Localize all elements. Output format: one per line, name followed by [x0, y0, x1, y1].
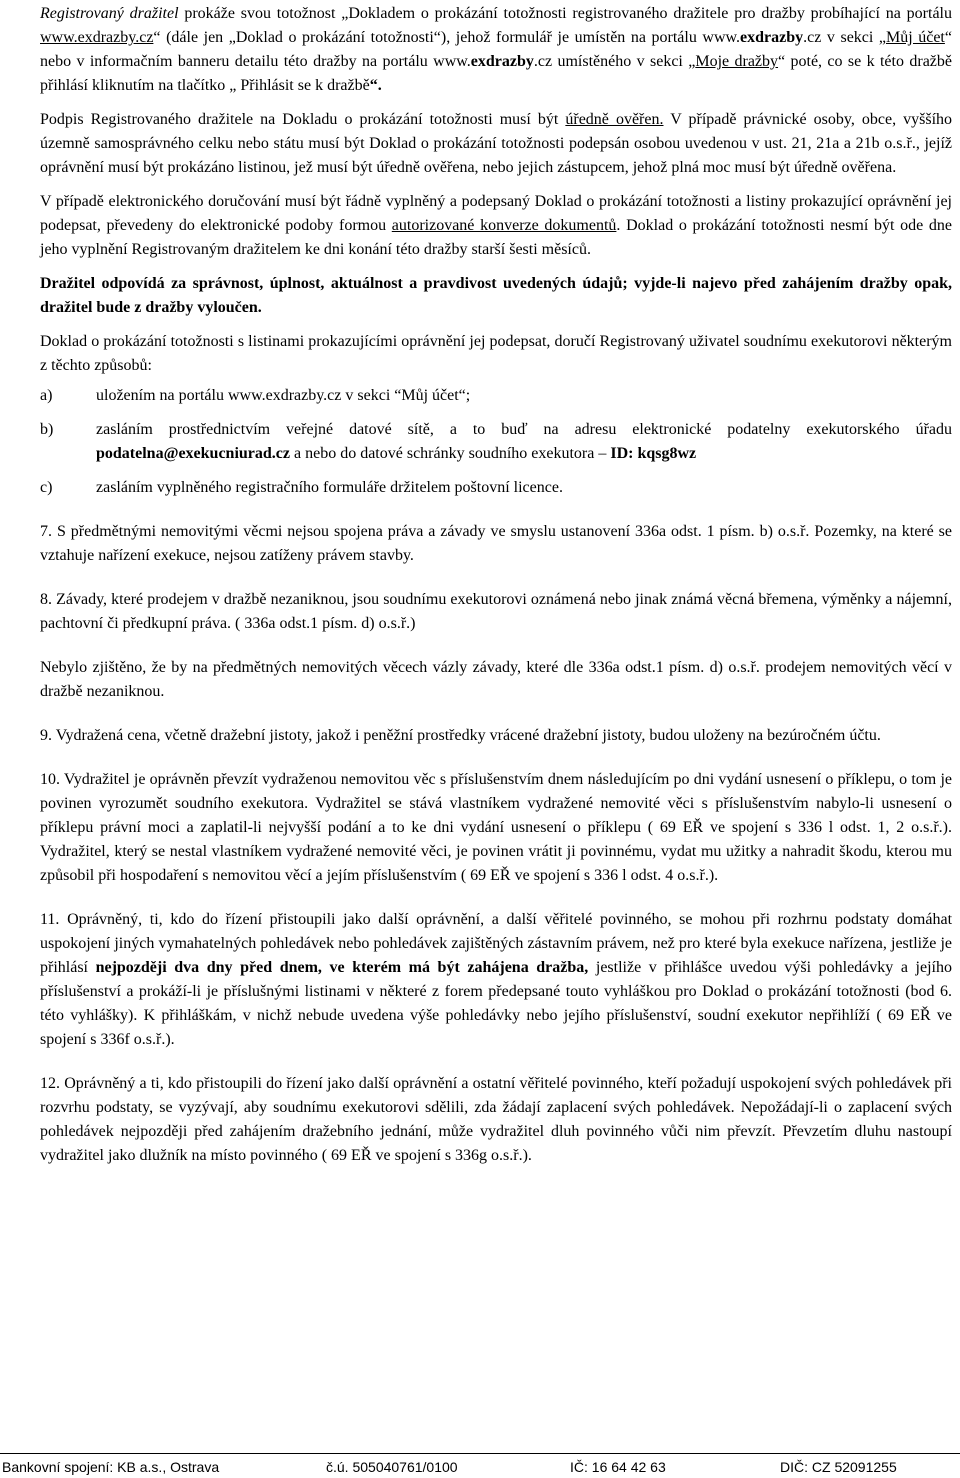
footer-account: č.ú. 505040761/0100	[326, 1459, 458, 1475]
section-number: 7.	[40, 523, 52, 540]
section-text: Oprávněný a ti, kdo přistoupili do řízení jako další oprávnění a ostatní věřitelé povinného, kteří požadují uspokojení svých pohledávek při rozvrhu podstaty, se vyzývají, aby soudnímu exekutorovi sdělili, zda žádají zaplacení svých pohledávek. Nepožádají-li o zaplacení svých pohledávek nejpozději před zahájením dražebního jednání, může vydražitel dluh povinného vůči nim převzít. Převzetím dluhu nastoupí vydražitel jako dlužník na místo povinného ( 69 EŘ ve spojení s 336g o.s.ř.).	[40, 1075, 953, 1164]
liability-notice: Dražitel odpovídá za správnost, úplnost, aktuálnost a pravdivost uvedených údajů; vyjde-li najevo před zahájením dražby opak, dražitel bude z dražby vyloučen.	[40, 275, 952, 316]
section-text: Vydražitel je oprávněn převzít vydraženou nemovitou věc s příslušenstvím dnem následujícím po dni vydání usnesení o příklepu, o tom je povinen vyrozumět soudního exekutora. Vydražitel se stává vlastníkem vydražené nemovité věci s příslušenstvím nabylo-li usnesení o příklepu právní moci a zaplatil-li nejvyšší podání a to ke dni vydání usnesení o příklepu ( 69 EŘ ve spojení s 336 l odst. 1, 2 o.s.ř.). Vydražitel, který se nestal vlastníkem vydražené nemovité věci, je povinen vrátit ji povinnému, vydat mu užitky a nahradit škodu, kterou mu způsobil při hospodaření s nemovitou věcí a jejím příslušenstvím ( 69 EŘ ve spojení s 336 l odst. 4 o.s.ř.).	[40, 771, 952, 884]
page-footer	[0, 1453, 960, 1478]
document-body	[40, 0, 952, 1168]
delivery-intro: Doklad o prokázání totožnosti s listinami prokazujícími oprávnění jej podepsat, doručí Registrovaný uživatel soudnímu exekutorovi některým z těchto způsobů:	[40, 333, 952, 374]
my-account-label: Můj účet	[886, 29, 945, 46]
delivery-option-b	[40, 418, 952, 466]
section-number: 11.	[40, 911, 60, 928]
text-run: “ nebo v informačním banneru detailu této dražby na portálu www.	[40, 29, 952, 70]
delivery-option-c	[40, 476, 952, 500]
footer-dic: DIČ: CZ 52091255	[780, 1459, 897, 1475]
text-run: .cz umístěného v sekci „	[533, 53, 696, 70]
text-run: Podpis Registrovaného dražitele na Dokladu o prokázání totožnosti musí být	[40, 111, 566, 128]
deadline-emphasis: nejpozději dva dny před dnem, ve kterém má být zahájena dražba,	[95, 959, 589, 976]
databox-id: ID: kqsg8wz	[610, 445, 697, 462]
section-12	[40, 1072, 952, 1168]
section-text: Oprávněný, ti, kdo do řízení přistoupili jako další oprávnění, a další věřitelé povinného, se mohou při rozhrnu podstaty domáhat uspokojení jiných vymahatelných pohledávek nebo pohledávek zajištěných zástavním právem, než pro které byla exekuce nařízena, jestliže je přihlásí	[40, 911, 953, 976]
text-run: “.	[369, 77, 382, 94]
text-run: V případě elektronického doručování musí být řádně vyplněný a podepsaný Doklad o prokázání totožnosti a listiny prokazující oprávnění jej podepsat, převedeny do elektronické podoby formou	[40, 193, 952, 234]
authorized-conversion-term: autorizované konverze dokumentů	[391, 217, 617, 234]
footer-ico: IČ: 16 64 42 63	[570, 1459, 666, 1475]
section-number: 12.	[40, 1075, 60, 1092]
list-item-text: uložením na portálu www.exdrazby.cz v sekci “Můj účet“;	[96, 387, 471, 404]
text-run-bold: exdrazby	[740, 29, 804, 46]
login-button-label: Přihlásit se k dražbě	[240, 77, 370, 94]
section-8	[40, 588, 952, 636]
registered-bidder-term: Registrovaný dražitel	[40, 5, 179, 22]
section-number: 9.	[40, 727, 52, 744]
section-10	[40, 768, 952, 888]
section-7	[40, 520, 952, 568]
intro-paragraph-1	[40, 2, 952, 98]
list-marker: a)	[40, 387, 53, 404]
section-number: 8.	[40, 591, 52, 608]
text-run: “ poté, co se k této dražbě přihlásí kliknutím na tlačítko „	[40, 53, 952, 94]
officially-verified-term: úředně ověřen.	[565, 111, 664, 128]
intro-paragraph-2	[40, 108, 952, 180]
section-11	[40, 908, 952, 1052]
text-run-bold: exdrazby	[470, 53, 534, 70]
list-marker: b)	[40, 421, 54, 438]
text-run: prokáže svou totožnost „Dokladem o prokázání totožnosti registrovaného dražitele pro dražby probíhající na portálu	[178, 5, 953, 22]
intro-paragraph-3	[40, 190, 952, 262]
section-text: jestliže v přihlášce uvedou výši pohledávky a jejího příslušenství a prokáží-li je příslušnými listinami v některé z forem předepsané touto vyhláškou pro Doklad o prokázání totožnosti (bod 6. této vyhlášky). K přihláškám, v nichž nebude uvedena výše pohledávky nebo jejího příslušenství, soudní exekutor nepřihlíží ( 69 EŘ ve spojení s 336f o.s.ř.).	[40, 959, 952, 1048]
section-text: S předmětnými nemovitými věcmi nejsou spojena práva a závady ve smyslu ustanovení 336a odst. 1 písm. b) o.s.ř. Pozemky, na které se vztahuje nařízení exekuce, nejsou zatíženy právem stavby.	[40, 523, 953, 564]
text-run: . Doklad o prokázání totožnosti nesmí být ode dne jeho vyplnění Registrovaným dražitelem ke dni konání této dražby starší šesti měsíců.	[40, 217, 953, 258]
list-item-text: zasláním prostřednictvím veřejné datové sítě, a to buď na adresu elektronické podatelny exekutorského úřadu	[96, 421, 952, 438]
footer-bank: Bankovní spojení: KB a.s., Ostrava	[2, 1459, 220, 1475]
delivery-option-a	[40, 384, 952, 408]
section-text: Vydražená cena, včetně dražební jistoty, jakož i peněžní prostředky vrácené dražební jistoty, budou uloženy na bezúročném účtu.	[55, 727, 881, 744]
section-8-note: Nebylo zjištěno, že by na předmětných nemovitých věcech vázly závady, které dle 336a odst.1 písm. d) o.s.ř. prodejem nemovitých věcí v dražbě nezaniknou.	[40, 659, 952, 700]
podatelna-email: podatelna@exekucniurad.cz	[96, 445, 290, 462]
list-item-text: zasláním vyplněného registračního formuláře držitelem poštovní licence.	[96, 479, 563, 496]
list-marker: c)	[40, 479, 53, 496]
section-number: 10.	[40, 771, 60, 788]
section-9	[40, 724, 952, 748]
list-item-text: a nebo do datové schránky soudního exekutora –	[290, 445, 611, 462]
text-run: .cz v sekci „	[803, 29, 886, 46]
portal-link[interactable]: www.exdrazby.cz	[40, 29, 154, 46]
text-run: “ (dále jen „Doklad o prokázání totožnosti“), jehož formulář je umístěn na portálu www.	[153, 29, 741, 46]
text-run: V případě právnické osoby, obce, vyššího územně samosprávného celku nebo státu musí být Doklad o prokázání totožnosti podepsán osobou uvedenou v ust. 21, 21a a 21b o.s.ř., jejíž oprávnění musí být prokázáno listinou, jež musí být úředně ověřena, nebo jejich zástupcem, jehož plná moc musí být úředně ověřena.	[40, 111, 953, 176]
section-text: Závady, které prodejem v dražbě nezaniknou, jsou soudnímu exekutorovi oznámená nebo jinak známá věcná břemena, výměnky a nájemní, pachtovní či předkupní práva. ( 336a odst.1 písm. d) o.s.ř.)	[40, 591, 953, 632]
my-auctions-label: Moje dražby	[695, 53, 779, 70]
